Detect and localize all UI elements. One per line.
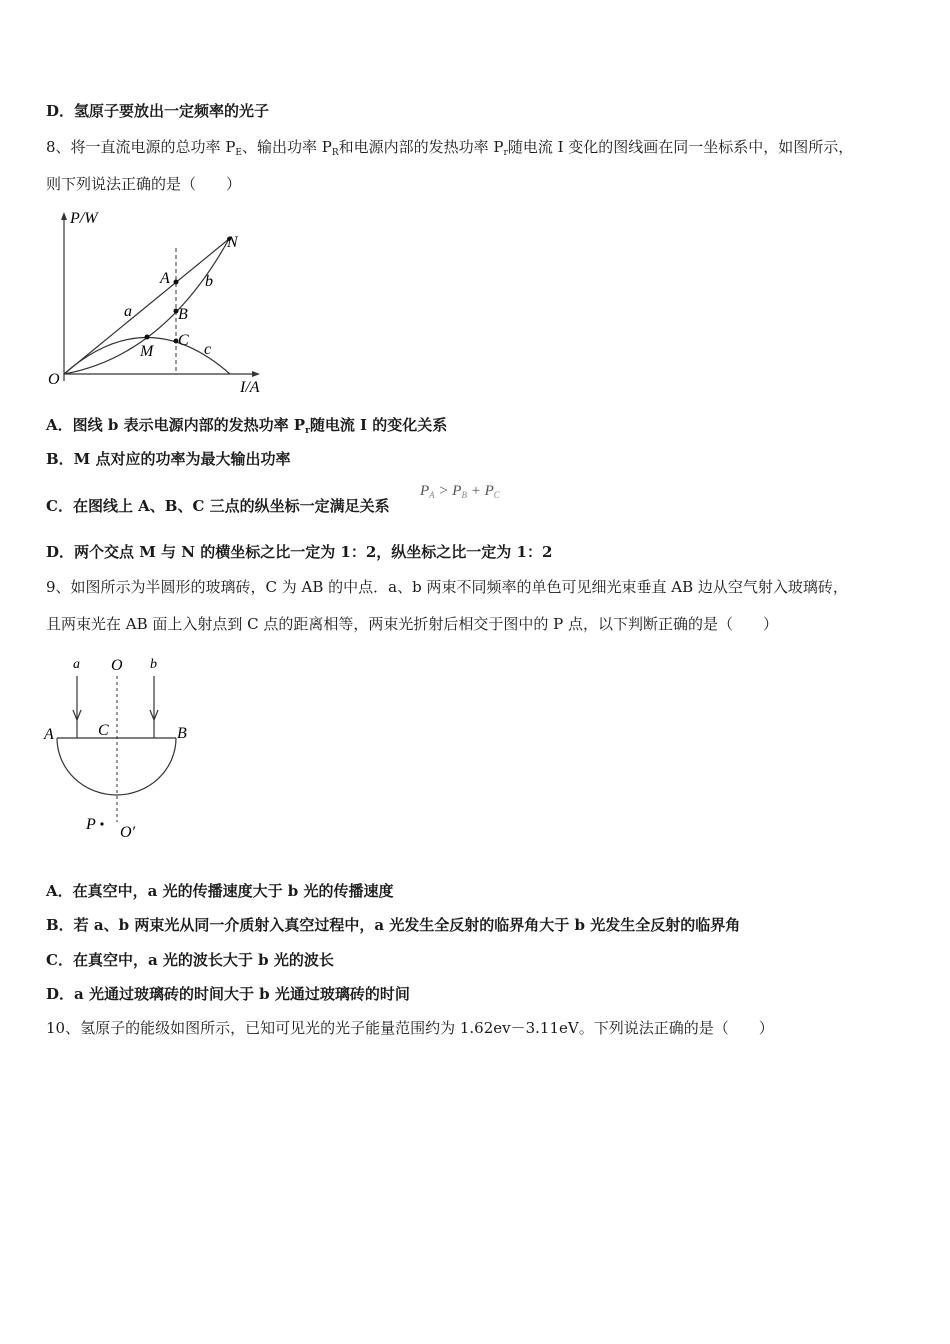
point-n-label: N [227,234,238,251]
q8-option-d: D．两个交点 M 与 N 的横坐标之比一定为 1：2，纵坐标之比一定为 1：2 [46,543,553,561]
q8-sub-e: E [235,148,242,158]
point-b-label: B [178,306,188,323]
a-point-label: A [44,726,54,743]
q8-stem-line2: 则下列说法正确的是（ ） [46,175,242,193]
ray-a-label: a [73,657,80,672]
b-point-label: B [177,725,187,742]
q9-stem-line2: 且两束光在 AB 面上入射点到 C 点的距离相等，两束光折射后相交于图中的 P 点，以下判断正确的是（ ） [46,615,779,633]
q8-option-c: C．在图线上 A、B、C 三点的纵坐标一定满足关系 [46,497,390,515]
q8-stem-part2: 、输出功率 P [241,138,332,156]
p-point-label: P [86,816,96,833]
point-c-label: C [178,332,189,349]
formula-sub-b: B [461,490,467,500]
q8-sub-r: r [503,148,508,158]
q8-option-c-formula [420,483,500,500]
y-axis-label: P/W [70,210,98,227]
formula-sub-c: C [493,490,500,500]
point-m-dot [145,335,150,340]
q9-glass-brick-figure [40,652,210,842]
y-axis-arrow [61,212,67,220]
curve-a-label: a [124,303,132,320]
q8-option-a-part2: 随电流 I 的变化关系 [309,416,448,434]
formula-gt-pb: > P [434,483,462,499]
point-a-label: A [160,270,170,287]
point-m-label: M [140,343,154,360]
q8-stem-line1 [46,137,853,163]
q8-sub-r-upper: R [331,148,339,158]
q10-stem: 10、氢原子的能级如图所示，已知可见光的光子能量范围约为 1.62ev－3.11eV。下列说法正确的是（ ） [46,1019,774,1037]
q8-option-a [46,415,447,441]
q8-power-graph [44,206,284,396]
formula-plus-pc: + P [466,483,494,499]
ray-b-label: b [150,657,157,672]
q9-option-d: D．a 光通过玻璃砖的时间大于 b 光通过玻璃砖的时间 [46,985,410,1003]
curve-c-label: c [204,341,212,358]
q9-option-c: C．在真空中，a 光的波长大于 b 光的波长 [46,951,334,969]
q8-option-a-sub: r [305,426,310,436]
x-axis-label: I/A [240,379,260,396]
o-label: O [111,657,123,674]
point-a-dot [174,280,179,285]
q8-stem-part3: 和电源内部的发热功率 P [338,138,504,156]
q9-option-b: B．若 a、b 两束光从同一介质射入真空过程中，a 光发生全反射的临界角大于 b 光发生全反射的临界角 [46,916,741,934]
curve-b-label: b [205,273,213,290]
q8-option-b: B．M 点对应的功率为最大输出功率 [46,450,291,468]
formula-sub-a: A [429,490,435,500]
q7-option-d: D．氢原子要放出一定频率的光子 [46,102,270,120]
q9-stem-line1: 9、如图所示为半圆形的玻璃砖，C 为 AB 的中点．a、b 两束不同频率的单色可见细光束垂直 AB 边从空气射入玻璃砖， [46,578,848,596]
q8-option-a-part1: A．图线 b 表示电源内部的发热功率 P [46,416,306,434]
q9-option-a: A．在真空中，a 光的传播速度大于 b 光的传播速度 [46,882,394,900]
c-point-label: C [98,722,109,739]
point-p-dot [100,822,103,825]
origin-label: O [48,371,60,388]
formula-pa: P [420,483,430,499]
o-prime-label: O′ [120,824,136,841]
q8-stem-part4: 随电流 I 变化的图线画在同一坐标系中，如图所示， [507,138,854,156]
x-axis-arrow [252,371,260,377]
q8-stem-part1: 8、将一直流电源的总功率 P [46,138,236,156]
